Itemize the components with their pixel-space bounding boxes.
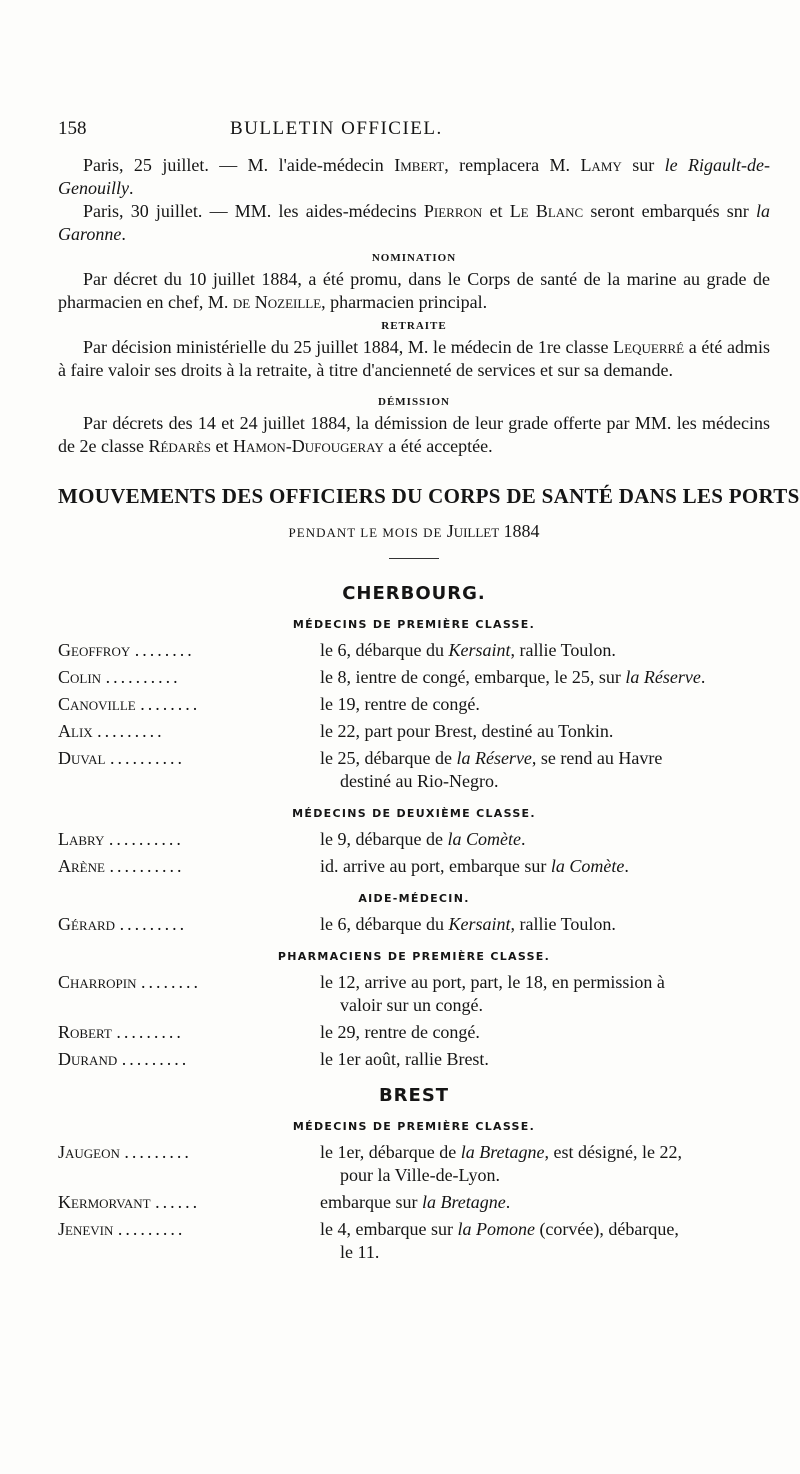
entry-detail: le 1er, débarque de la Bretagne, est désigné, le 22, pour la Ville-de-Lyon. xyxy=(320,1141,770,1187)
grade-heading: MÉDECINS DE PREMIÈRE CLASSE. xyxy=(292,618,536,631)
document-page xyxy=(58,118,800,1268)
entry-continuation: le 11. xyxy=(340,1242,380,1262)
nomination-paragraph: Par décret du 10 juillet 1884, a été promu, dans le Corps de santé de la marine au grade de pharmacien en chef, M. de Nozeille, pharmacien principal. xyxy=(58,269,770,312)
leader-dots: ......... xyxy=(119,914,188,934)
ship-name: la Réserve xyxy=(456,748,532,768)
leader-dots: ........ xyxy=(140,972,201,992)
officer-entry xyxy=(58,913,770,936)
entry-detail: le 25, débarque de la Réserve, se rend au Havre destiné au Rio-Negro. xyxy=(320,747,770,793)
officer-name: Jenevin ......... xyxy=(58,1219,186,1239)
leader-dots: ...... xyxy=(155,1192,201,1212)
ship-name: la Comète xyxy=(550,856,625,876)
grade-heading: PHARMACIENS DE PREMIÈRE CLASSE. xyxy=(277,950,551,963)
officer-entry xyxy=(58,1141,770,1187)
entry-continuation: destiné au Rio-Negro. xyxy=(340,771,499,791)
ship-name: la Comète xyxy=(447,829,521,849)
movements-subtitle: PENDANT LE MOIS DE Juillet 1884 xyxy=(288,521,540,541)
leader-dots: .......... xyxy=(109,748,185,768)
entry-list xyxy=(58,971,770,1071)
leader-dots: ......... xyxy=(97,721,165,741)
ship-name: Kersaint xyxy=(448,640,511,660)
officer-name: Kermorvant ...... xyxy=(58,1192,201,1212)
officer-entry xyxy=(58,720,770,743)
officer-entry xyxy=(58,855,770,878)
city-cherbourg: CHERBOURG. xyxy=(342,583,486,604)
leader-dots: ........ xyxy=(134,640,195,660)
entry-detail: le 6, débarque du Kersaint, rallie Toulon. xyxy=(320,914,616,934)
ship-name: la Garonne xyxy=(58,201,770,244)
running-title: BULLETIN OFFICIEL. xyxy=(230,118,443,139)
officer-entry xyxy=(58,693,770,716)
officer-name: Lamy xyxy=(580,155,622,175)
intro-paragraph-1: Paris, 25 juillet. — M. l'aide-médecin Imbert, remplacera M. Lamy sur le Rigault-de-Genouilly. xyxy=(58,155,771,198)
officer-name: Jaugeon ......... xyxy=(58,1142,192,1162)
officer-entry xyxy=(58,1048,770,1071)
intro-paragraph-2: Paris, 30 juillet. — MM. les aides-médecins Pierron et Le Blanc seront embarqués snr la Garonne. xyxy=(58,201,770,244)
officer-name: Gérard ......... xyxy=(58,914,188,934)
city-brest: BREST xyxy=(378,1085,450,1106)
entry-list xyxy=(58,828,770,878)
officer-name: Arène .......... xyxy=(58,856,185,876)
entry-detail: le 8, ientre de congé, embarque, le 25, sur la Réserve. xyxy=(320,667,706,687)
retraite-heading: RETRAITE xyxy=(381,320,447,332)
officer-name: Geoffroy ........ xyxy=(58,640,195,660)
officer-entry xyxy=(58,747,770,793)
officer-name: Imbert xyxy=(394,155,445,175)
officer-entry xyxy=(58,828,770,851)
ship-name: la Pomone xyxy=(457,1219,535,1239)
leader-dots: .......... xyxy=(109,856,185,876)
leader-dots: ......... xyxy=(117,1219,186,1239)
entry-list xyxy=(58,1141,770,1264)
entry-list xyxy=(58,639,770,793)
officer-name: Alix ......... xyxy=(58,721,165,741)
entry-detail: le 4, embarque sur la Pomone (corvée), débarque, le 11. xyxy=(320,1218,770,1264)
officer-name: Lequerré xyxy=(613,337,685,357)
officer-name: Duval .......... xyxy=(58,748,185,768)
officer-name: de Nozeille xyxy=(232,292,322,312)
leader-dots: ......... xyxy=(116,1022,184,1042)
section-divider xyxy=(389,558,439,559)
entry-detail: le 1er août, rallie Brest. xyxy=(320,1049,489,1069)
movements-title: MOUVEMENTS DES OFFICIERS DU CORPS DE SANTÉ DANS LES PORTS xyxy=(58,484,800,508)
entry-detail: le 12, arrive au port, part, le 18, en permission à valoir sur un congé. xyxy=(320,971,770,1017)
ship-name: la Bretagne xyxy=(460,1142,545,1162)
officer-entry xyxy=(58,1218,770,1264)
entry-detail: le 29, rentre de congé. xyxy=(320,1022,480,1042)
officer-entry xyxy=(58,666,770,689)
officer-entry xyxy=(58,971,770,1017)
entry-detail: le 22, part pour Brest, destiné au Tonkin. xyxy=(320,721,614,741)
entry-detail: embarque sur la Bretagne. xyxy=(320,1192,511,1212)
officer-entry xyxy=(58,639,770,662)
ship-name: Kersaint xyxy=(448,914,511,934)
ship-name: la Bretagne xyxy=(421,1192,506,1212)
ship-name: la Réserve xyxy=(625,667,701,687)
entry-detail: id. arrive au port, embarque sur la Comète. xyxy=(320,856,629,876)
officer-entry xyxy=(58,1021,770,1044)
leader-dots: ......... xyxy=(124,1142,192,1162)
grade-heading: AIDE-MÉDECIN. xyxy=(358,892,470,905)
officer-name: Rédarès xyxy=(148,436,212,456)
entry-continuation: valoir sur un congé. xyxy=(340,995,483,1015)
officer-name: Colin .......... xyxy=(58,667,181,687)
leader-dots: ......... xyxy=(121,1049,190,1069)
officer-name: Robert ......... xyxy=(58,1022,184,1042)
entry-detail: le 9, débarque de la Comète. xyxy=(320,829,526,849)
leader-dots: .......... xyxy=(105,667,181,687)
leader-dots: .......... xyxy=(108,829,184,849)
officer-name: Durand ......... xyxy=(58,1049,190,1069)
grade-heading: MÉDECINS DE DEUXIÈME CLASSE. xyxy=(292,807,536,820)
grade-heading: MÉDECINS DE PREMIÈRE CLASSE. xyxy=(292,1120,536,1133)
entry-detail: le 19, rentre de congé. xyxy=(320,694,480,714)
officer-name: Hamon-Dufougeray xyxy=(233,436,384,456)
entry-continuation: pour la Ville-de-Lyon. xyxy=(340,1165,501,1185)
officer-name: Pierron xyxy=(423,201,483,221)
entry-list xyxy=(58,913,770,936)
officer-name: Le Blanc xyxy=(509,201,584,221)
entry-detail: le 6, débarque du Kersaint, rallie Toulon. xyxy=(320,640,616,660)
officer-entry xyxy=(58,1191,770,1214)
demission-paragraph: Par décrets des 14 et 24 juillet 1884, la démission de leur grade offerte par MM. les médecins de 2e classe Rédarès et Hamon-Dufougeray a été acceptée. xyxy=(58,413,770,456)
nomination-heading: NOMINATION xyxy=(371,252,457,264)
leader-dots: ........ xyxy=(140,694,201,714)
officer-name: Canoville ........ xyxy=(58,694,201,714)
page-number: 158 xyxy=(58,118,87,139)
officer-name: Charropin ........ xyxy=(58,972,201,992)
retraite-paragraph: Par décision ministérielle du 25 juillet 1884, M. le médecin de 1re classe Lequerré a été admis à faire valoir ses droits à la retraite, à titre d'ancienneté de services et sur sa demande. xyxy=(58,337,770,380)
page-header xyxy=(58,118,770,154)
ship-name: le Rigault-de-Genouilly xyxy=(58,155,771,198)
demission-heading: DÉMISSION xyxy=(378,396,450,408)
officer-name: Labry .......... xyxy=(58,829,184,849)
